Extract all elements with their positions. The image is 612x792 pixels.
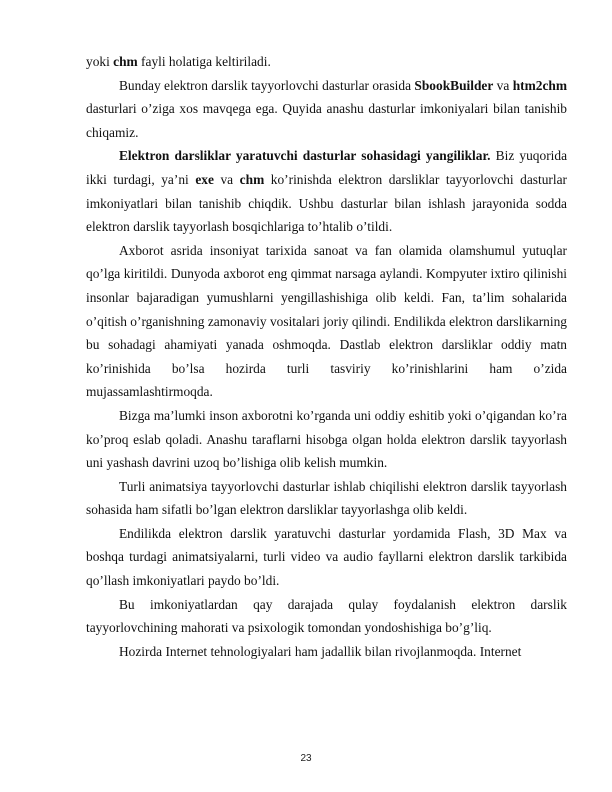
- document-body: [86, 50, 567, 663]
- bold-text-run: Elektron darsliklar yaratuvchi dasturlar sohasidagi yangiliklar.: [119, 148, 491, 164]
- text-run: yoki: [86, 54, 114, 69]
- text-run: Biz yuqorida ikki turdagi, ya’ni: [86, 148, 568, 187]
- paragraph-dastur-tools: [86, 74, 567, 145]
- bold-text-run: SbookBuilder: [414, 77, 494, 93]
- paragraph-continuation: [86, 50, 567, 74]
- paragraph-animation-tools: [86, 475, 567, 522]
- text-run: va: [213, 171, 240, 187]
- paragraph-visual-memory: [86, 404, 567, 475]
- page-number: 23: [300, 753, 312, 764]
- text-run: Bu imkoniyatlardan qay darajada qulay foydalanish elektron darslik tayyorlovchining mahorati va psixologik tomondan yondoshishiga bo’g’liq.: [86, 596, 567, 636]
- text-run: fayli holatiga keltiriladi.: [137, 54, 271, 69]
- bold-text-run: exe: [195, 171, 214, 187]
- paragraph-new-features: [86, 144, 567, 238]
- text-run: Turli animatsiya tayyorlovchi dasturlar ishlab chiqilishi elektron darslik tayyorlash sohasida ham sifatli bo’lgan elektron darsliklar tayyorlashga olib keldi.: [86, 478, 567, 518]
- paragraph-information-age: [86, 239, 567, 404]
- text-run: dasturlari o’ziga xos mavqega ega. Quyida anashu dasturlar imkoniyalari bilan tanishib chiqamiz.: [86, 101, 567, 140]
- text-run: Bizga ma’lumki inson axborotni ko’rganda uni oddiy eshitib yoki o’qigandan ko’ra ko’proq eslab qoladi. Anashu taraflarni hisobga olgan holda elektron darslik tayyorlash uni yashash davrini uzoq bo’lishiga olib kelish mumkin.: [86, 407, 567, 471]
- paragraph-author-skill: [86, 593, 567, 640]
- paragraph-internet: [86, 640, 567, 664]
- bold-text-run: chm: [239, 171, 265, 187]
- bold-text-run: htm2chm: [512, 77, 567, 93]
- text-run: ko’rinishda elektron darsliklar tayyorlovchi dasturlar imkoniyatlari bilan tanishib chiqdik. Ushbu dasturlar bilan ishlash jarayonida sodda elektron darslik tayyorlash bosqichlariga to’htalib o’tildi.: [86, 171, 567, 235]
- bold-text-run: chm: [113, 54, 138, 69]
- text-run: Axborot asrida insoniyat tarixida sanoat va fan olamida olamshumul yutuqlar qo’lga kiritildi. Dunyoda axborot eng qimmat narsaga aylandi. Kompyuter ixtiro qilinishi insonlar bajaradigan yumushlarni yengillashishiga olib keldi. Fan, ta’lim sohalarida o’qitish o’rganishning zamonaviy vositalari joriy qilindi. Endilikda elektron darslikarning bu sohadagi ahamiyati yanada oshmoqda. Dastlab elektron darsliklar oddiy matn ko’rinishida bo’lsa hozirda turli tasviriy ko’rinishlarini ham o’zida mujassamlashtirmoqda.: [86, 242, 567, 400]
- text-run: Bunday elektron darslik tayyorlovchi dasturlar orasida: [119, 77, 415, 93]
- text-run: Endilikda elektron darslik yaratuvchi dasturlar yordamida Flash, 3D Max va boshqa turdagi animatsiyalarni, turli video va audio fayllarni elektron darslik tarkibida qo’llash imkoniyatlari paydo bo’ldi.: [86, 525, 567, 589]
- text-run: Hozirda Internet tehnologiyalari ham jadallik bilan rivojlanmoqda. Internet: [119, 643, 522, 659]
- text-run: va: [493, 77, 513, 93]
- paragraph-multimedia: [86, 522, 567, 593]
